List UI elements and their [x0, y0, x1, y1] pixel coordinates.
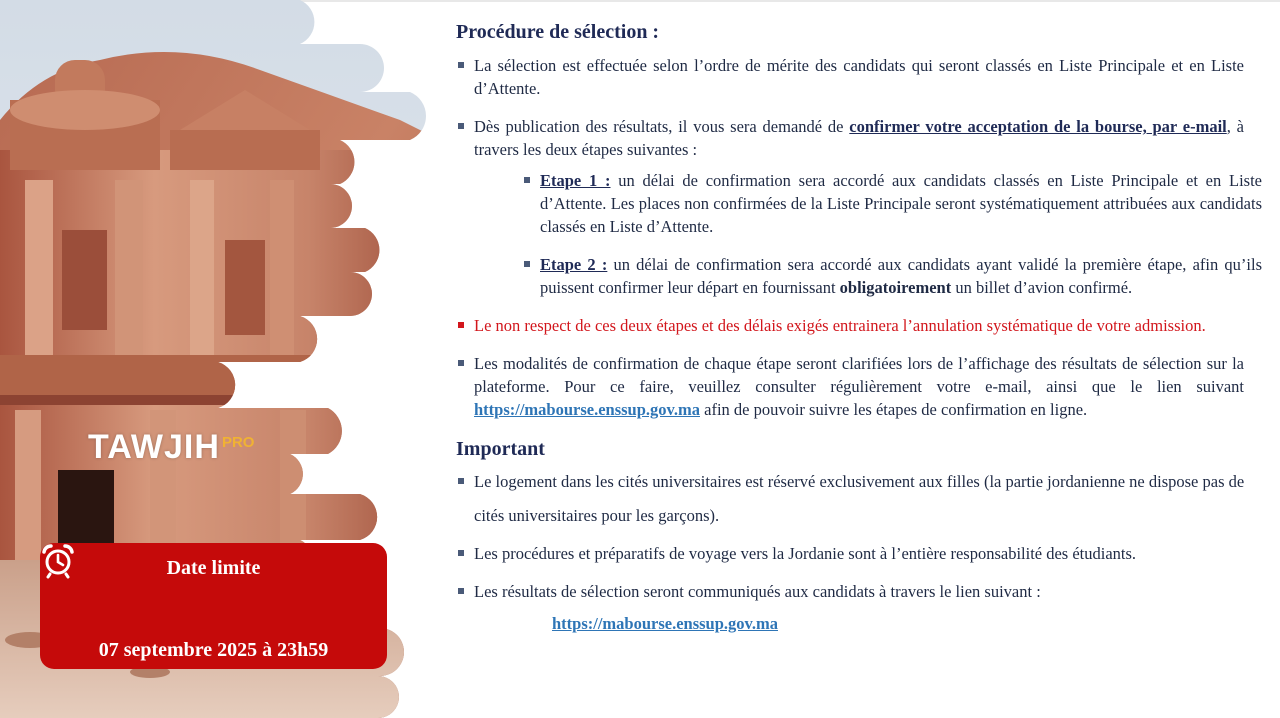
warning-text: Le non respect de ces deux étapes et des délais exigés entrainera l’annulation systématique de votre admission. — [474, 316, 1206, 335]
step-2-item — [522, 253, 1262, 299]
results-text: Les résultats de sélection seront communiqués aux candidats à travers le lien suivant : — [474, 582, 1041, 601]
travel-text: Les procédures et préparatifs de voyage vers la Jordanie sont à l’entière responsabilité des étudiants. — [474, 544, 1137, 563]
logo-main-text: TAWJIH — [88, 428, 220, 466]
results-link[interactable]: https://mabourse.enssup.gov.ma — [552, 614, 778, 633]
procedure-bullet-modalities — [456, 352, 1244, 421]
main-content — [456, 18, 1266, 637]
deadline-card — [40, 543, 387, 669]
step-1-text: un délai de confirmation sera accordé aux candidats classés en Liste Principale et en Liste d’Attente. Les places non confirmées de la Liste Principale seront systématiquement attribuées aux candidats classés en Liste d’Attente. — [540, 171, 1262, 236]
important-item-results — [456, 575, 1262, 609]
procedure-title: Procédure de sélection : — [456, 21, 660, 43]
confirmation-text-after: , à travers les deux étapes suivantes : — [474, 117, 1245, 159]
step-2-text-after: un billet d’avion confirmé. — [951, 278, 1133, 297]
procedure-bullet-confirmation — [456, 115, 1262, 299]
mabourse-link[interactable]: https://mabourse.enssup.gov.ma — [474, 400, 700, 419]
important-list — [456, 465, 1266, 609]
modalities-text-after: afin de pouvoir suivre les étapes de confirmation en ligne. — [700, 400, 1088, 419]
logo-pro-text: PRO — [221, 434, 255, 451]
modalities-text-before: Les modalités de confirmation de chaque étape seront clarifiées lors de l’affichage des résultats de sélection sur la plateforme. Pour ce faire, veuillez consulter régulièrement votre e-mail, ainsi que le lien suivant — [474, 354, 1244, 396]
steps-list — [474, 169, 1262, 299]
housing-text: Le logement dans les cités universitaires est réservé exclusivement aux filles (la partie jordanienne ne dispose pas de cités universitaires pour les garçons). — [474, 472, 1245, 525]
tawjih-pro-logo — [88, 428, 254, 467]
deadline-title: Date limite — [166, 557, 261, 579]
procedure-bullet-warning — [456, 314, 1244, 337]
petra-photo-panel — [0, 0, 440, 718]
final-link-row — [456, 611, 1266, 637]
important-title: Important — [456, 438, 545, 460]
step-2-text-before: un délai de confirmation sera accordé aux candidats ayant validé la première étape, afin qu’ils puissent confirmer leur départ en fournissant — [540, 255, 1262, 297]
important-item-housing — [456, 465, 1262, 533]
procedure-bullet-ranking — [456, 54, 1244, 100]
confirmation-text-before: Dès publication des résultats, il vous sera demandé de — [474, 117, 850, 136]
important-item-travel — [456, 537, 1262, 571]
step-2-bold-text: obligatoirement — [839, 278, 952, 297]
alarm-clock-icon — [40, 543, 76, 579]
procedure-list — [456, 54, 1266, 421]
step-1-label: Etape 1 : — [540, 171, 611, 190]
deadline-date: 07 septembre 2025 à 23h59 — [98, 639, 329, 661]
step-1-item — [522, 169, 1262, 238]
confirmation-link[interactable]: confirmer votre acceptation de la bourse, par e-mail — [849, 117, 1227, 136]
step-2-label: Etape 2 : — [540, 255, 608, 274]
ranking-text: La sélection est effectuée selon l’ordre de mérite des candidats qui seront classés en Liste Principale et en Liste d’Attente. — [474, 56, 1244, 98]
